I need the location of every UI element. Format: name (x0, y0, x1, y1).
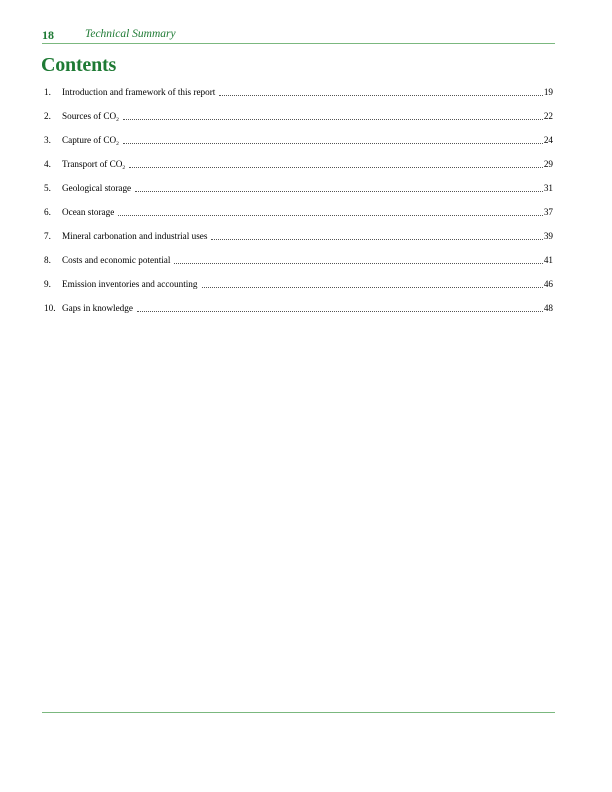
toc-entry-number: 1. (44, 87, 51, 97)
toc-entry-label: Gaps in knowledge (62, 303, 133, 313)
toc-entry-page: 31 (543, 183, 553, 193)
toc-entry-page: 46 (543, 279, 553, 289)
toc-entry[interactable] (44, 182, 553, 206)
toc-entry[interactable] (44, 134, 553, 158)
toc-entry-number: 10. (44, 303, 56, 313)
toc-entry-label: Sources of $CO_2$ (62, 111, 119, 123)
dot-leader (129, 158, 543, 168)
toc-entry[interactable] (44, 158, 553, 182)
dot-leader (202, 278, 543, 288)
toc-entry-number: 8. (44, 255, 51, 265)
toc-entry-page: 24 (543, 135, 553, 145)
dot-leader (118, 206, 543, 216)
page-number: 18 (42, 28, 54, 42)
toc-entry-number: 3. (44, 135, 51, 145)
dot-leader (219, 86, 542, 96)
running-title: Technical Summary (85, 28, 176, 40)
toc-entry-number: 5. (44, 183, 51, 193)
toc-entry[interactable] (44, 278, 553, 302)
toc-entry-label: Capture of $CO_2$ (62, 135, 119, 147)
dot-leader (137, 302, 543, 312)
toc-entry-page: 19 (543, 87, 553, 97)
toc-entry-number: 7. (44, 231, 51, 241)
page-header (42, 27, 555, 44)
toc-entry-number: 4. (44, 159, 51, 169)
dot-leader (123, 134, 543, 144)
toc-entry-page: 22 (543, 111, 553, 121)
toc-entry-label: Ocean storage (62, 207, 115, 217)
subscript: 2 (122, 165, 126, 171)
toc-entry-label: Introduction and framework of this report (62, 87, 216, 97)
toc-entry[interactable] (44, 86, 553, 110)
dot-leader (123, 110, 543, 120)
toc-entry-label: Geological storage (62, 183, 132, 193)
toc-entry-label: Mineral carbonation and industrial uses (62, 231, 208, 241)
footer-divider (42, 712, 555, 713)
toc-entry-number: 6. (44, 207, 51, 217)
toc-entry-number: 9. (44, 279, 51, 289)
toc-entry-page: 48 (543, 303, 553, 313)
dot-leader (211, 230, 542, 240)
table-of-contents (44, 86, 553, 326)
toc-entry[interactable] (44, 302, 553, 326)
toc-entry-page: 39 (543, 231, 553, 241)
toc-entry-label: Emission inventories and accounting (62, 279, 198, 289)
toc-entry[interactable] (44, 254, 553, 278)
toc-entry[interactable] (44, 230, 553, 254)
toc-entry-page: 37 (543, 207, 553, 217)
dot-leader (174, 254, 542, 264)
subscript: 2 (116, 141, 119, 147)
toc-entry-number: 2. (44, 111, 51, 121)
dot-leader (135, 182, 543, 192)
contents-heading: Contents (41, 54, 117, 76)
toc-entry-label: Costs and economic potential (62, 255, 171, 265)
toc-entry-page: 41 (543, 255, 553, 265)
toc-entry[interactable] (44, 206, 553, 230)
toc-entry[interactable] (44, 110, 553, 134)
toc-entry-page: 29 (543, 159, 553, 169)
toc-entry-label: Transport of $CO_2$ (62, 159, 126, 171)
subscript: 2 (116, 117, 119, 123)
